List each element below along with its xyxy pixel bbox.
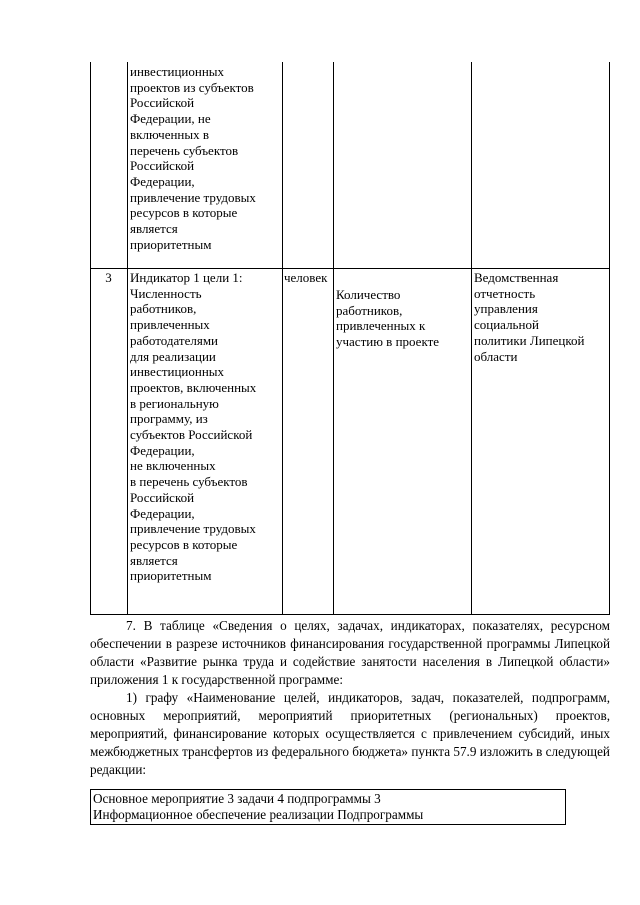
paragraph-7: 7. В таблице «Сведения о целях, задачах, индикаторах, показателях, ресурсном обеспечении в разрезе источников финансирования государственной программы Липецкой области «Развитие рынка труда и содействие занятости населения в Липецкой области» приложения 1 к государственной программе: bbox=[90, 618, 610, 687]
row3-number: 3 bbox=[105, 270, 112, 285]
table-divider-3 bbox=[333, 62, 334, 615]
row3-method-cell: Количество работников, привлеченных к участию в проекте bbox=[336, 287, 440, 350]
table-row-separator bbox=[90, 268, 610, 269]
row3-name-cell: Индикатор 1 цели 1: Численность работников, привлеченных работодателями для реализации инвестиционных проектов, включенных в региональную программу, из субъектов Российской Федерации, не включенных в перечень субъектов Российской Федерации, привлечение трудовых ресурсов в которые является приоритетным bbox=[130, 270, 257, 584]
table-divider-4 bbox=[471, 62, 472, 615]
row3-source-cell: Ведомственная отчетность управления социальной политики Липецкой области bbox=[474, 270, 585, 364]
table-divider-2 bbox=[282, 62, 283, 615]
continued-row-name-cell: инвестиционных проектов из субъектов Российской Федерации, не включенных в перечень субъектов Российской Федерации, привлечение трудовых ресурсов в которые является приоритетным bbox=[130, 64, 256, 252]
table-border-left bbox=[90, 62, 91, 615]
box-line-1: Основное мероприятие 3 задачи 4 подпрограммы 3 bbox=[93, 791, 381, 806]
paragraph-7-item-1: 1) графу «Наименование целей, индикаторов, задач, показателей, подпрограмм, основных мероприятий, мероприятий приоритетных (региональных) проектов, мероприятий, финансирование которых осуществляется с привлечением субсидий, иных межбюджетных трансфертов из федерального бюджета» пункта 57.9 изложить в следующей редакции: bbox=[90, 690, 610, 777]
table-divider-1 bbox=[127, 62, 128, 615]
main-activity-box bbox=[90, 789, 566, 825]
box-line-2: Информационное обеспечение реализации Подпрограммы bbox=[93, 807, 424, 822]
table-border-right bbox=[609, 62, 610, 615]
row3-unit-cell: человек bbox=[284, 270, 328, 285]
table-border-bottom bbox=[90, 614, 610, 615]
